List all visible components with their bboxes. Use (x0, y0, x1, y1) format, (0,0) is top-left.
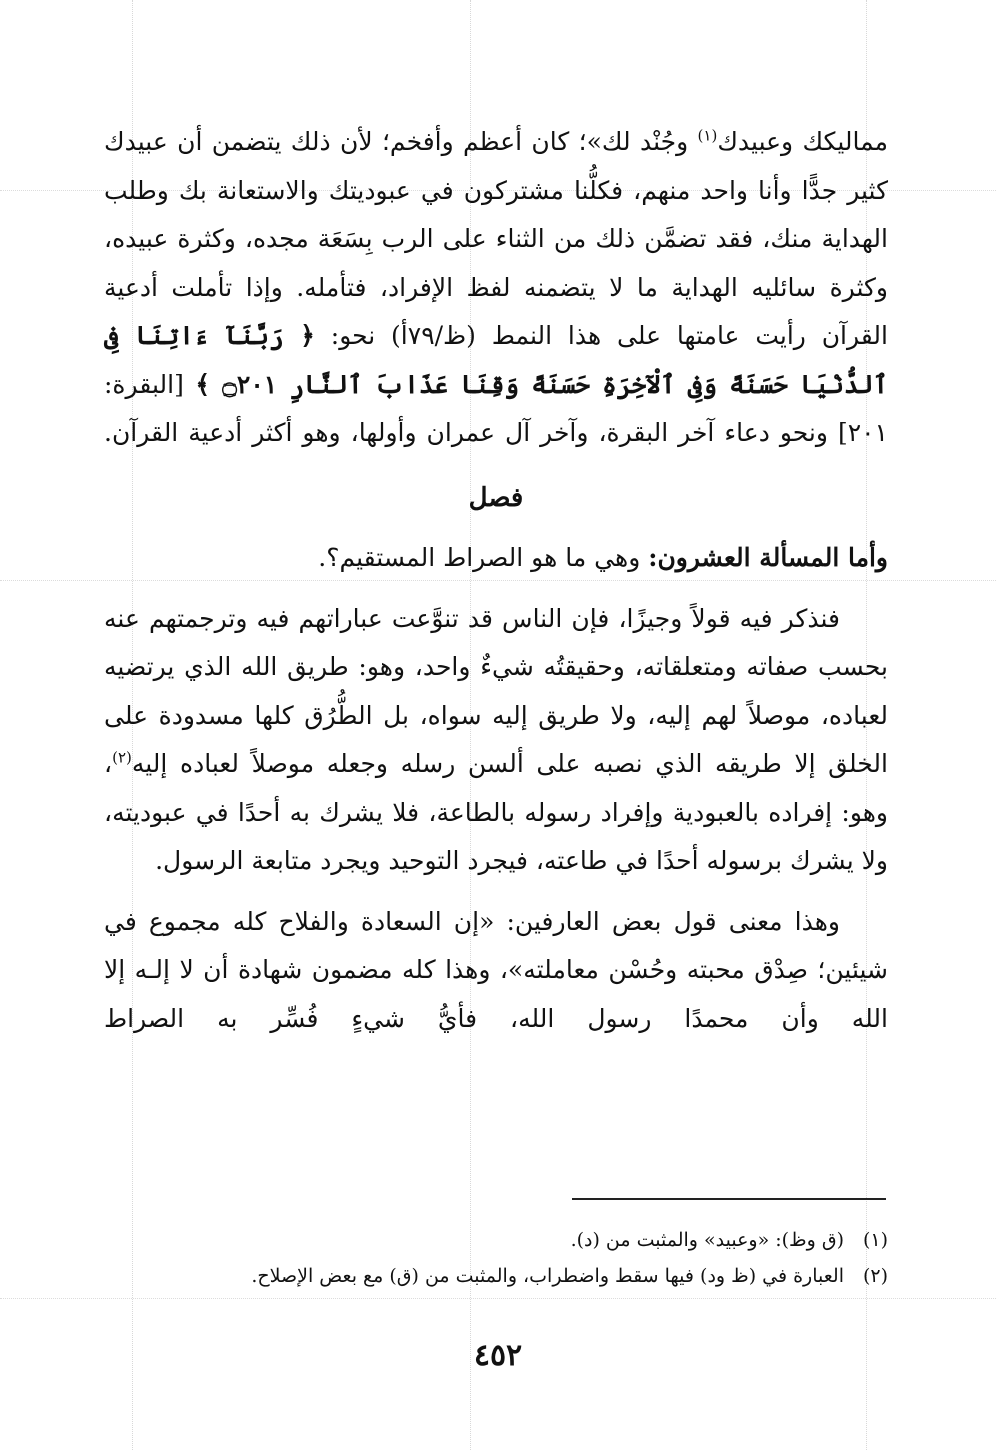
paragraph-1-text-a: مماليكك وعبيدك (717, 127, 888, 156)
scan-guide-line (0, 1298, 996, 1299)
question-line (104, 534, 888, 583)
footnote-ref-2: (٢) (112, 748, 132, 767)
paragraph-2-text-b: ، وهو: إفراده بالعبودية وإفراد رسوله بالطاعة، فلا يشرك به أحدًا في عبوديته، ولا يشرك برسوله أحدًا في طاعته، فيجرد التوحيد ويجرد متابعة الرسول. (104, 749, 888, 875)
question-text: وهي ما هو الصراط المستقيم؟. (318, 543, 649, 572)
quran-verse: ﴿ رَبَّنَآ ءَاتِنَا فِى ٱلدُّنْيَا حَسَنَةً وَفِى ٱلْآخِرَةِ حَسَنَةً وَقِنَا عَذَابَ ٱلنَّارِ ۝٢٠١ ﴾ (104, 321, 888, 399)
footnote-number: (٢) (862, 1265, 888, 1287)
paragraph-1-text-b: وجُنْد لك»؛ كان أعظم وأفخم؛ لأن ذلك يتضمن أن عبيدك كثير جدًّا وأنا واحد منهم، فكلُّنا مشتركون في عبوديتك والاستعانة بك وطلب الهداية منك، فقد تضمَّن ذلك من الثناء على الرب بِسَعَة مجده، وكثرة عبيده، وكثرة سائليه الهداية ما لا يتضمنه لفظ الإفراد، فتأمله. وإذا تأملت أدعية القرآن رأيت عامتها على هذا النمط (ظ/٧٩أ) نحو: (104, 127, 888, 350)
page-number: ٤٥٢ (473, 1338, 523, 1373)
footnote-2 (104, 1258, 888, 1294)
footnote-separator (572, 1198, 886, 1200)
main-text (104, 118, 888, 1043)
footnote-text: (ق وظ): «وعبيد» والمثبت من (د). (570, 1229, 844, 1251)
footnote-ref-1: (١) (697, 126, 718, 145)
footnotes (104, 1222, 888, 1294)
paragraph-1-text-c: [البقرة: ٢٠١] ونحو دعاء آخر البقرة، وآخر آل عمران وأولها، وهو أكثر أدعية القرآن. (104, 369, 888, 447)
paragraph-2-text-a: فنذكر فيه قولاً وجيزًا، فإن الناس قد تنوَّعت عباراتهم فيه وترجمتهم عنه بحسب صفاته ومتعلقاته، وحقيقتُه شيءٌ واحد، وهو: طريق الله الذي يرتضيه لعباده، موصلاً لهم إليه، ولا طريق إليه سواه، بل الطُّرُق كلها مسدودة على الخلق إلا طريقه الذي نصبه على ألسن رسله وجعله موصلاً لعباده إليه (104, 603, 888, 778)
section-heading: فصل (468, 482, 524, 513)
paragraph-2 (104, 595, 888, 886)
footnote-number: (١) (862, 1229, 888, 1251)
paragraph-3: وهذا معنى قول بعض العارفين: «إن السعادة والفلاح كله مجموع في شيئين؛ صِدْق محبته وحُسْن معاملته»، وهذا كله مضمون شهادة أن لا إلـه إلا الله وأن محمدًا رسول الله، فأيُّ شيءٍ فُسِّر به الصراط (104, 906, 888, 1033)
paragraph-1 (104, 118, 888, 458)
footnote-1 (104, 1222, 888, 1258)
footnote-text: العبارة في (ظ ود) فيها سقط واضطراب، والمثبت من (ق) مع بعض الإصلاح. (251, 1265, 844, 1287)
question-label: وأما المسألة العشرون: (648, 543, 888, 572)
